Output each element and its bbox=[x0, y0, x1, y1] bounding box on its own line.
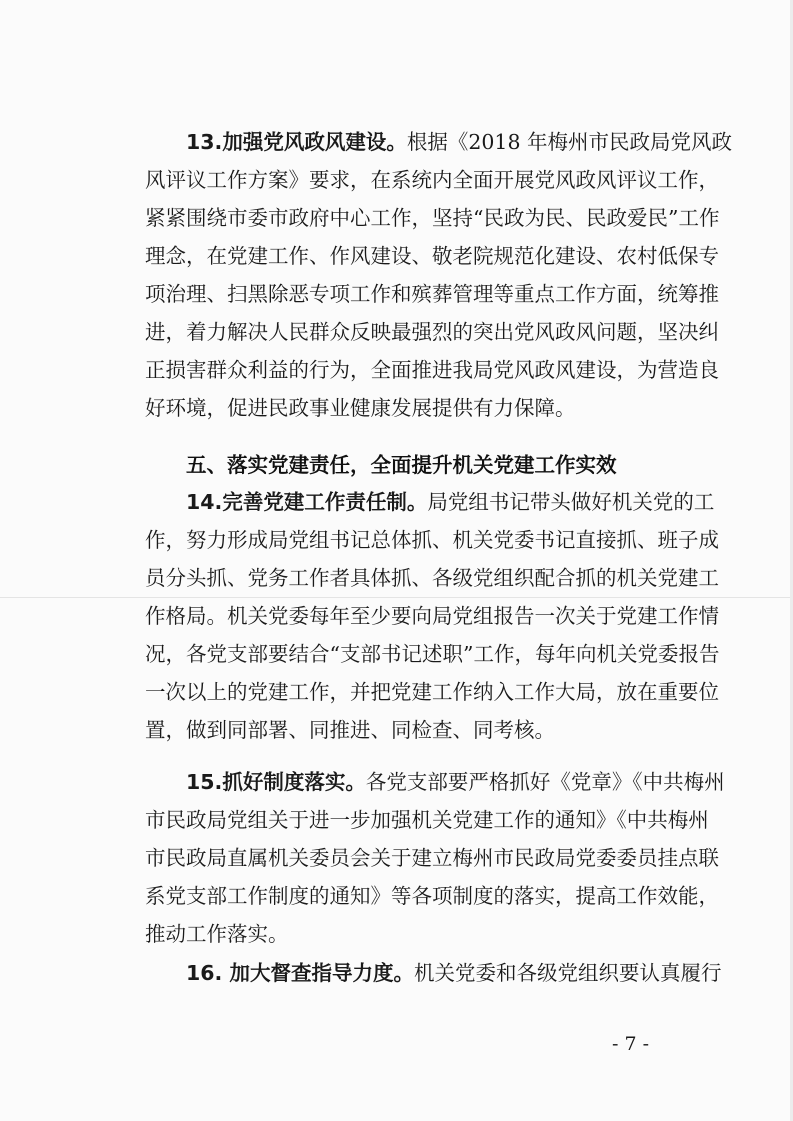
paragraph-13-line-6: 进，着力解决人民群众反映最强烈的突出党风政风问题，坚决纠 bbox=[145, 320, 719, 344]
section-15-text: 各党支部要严格抓好《党章》《中共梅州 bbox=[365, 770, 725, 794]
section-13-title: 13.加强党风政风建设。 bbox=[186, 130, 407, 154]
paragraph-15-line-3: 市民政局直属机关委员会关于建立梅州市民政局党委委员挂点联 bbox=[145, 846, 719, 870]
paragraph-13-line-5: 项治理、扫黑除恶专项工作和殡葬管理等重点工作方面，统筹推 bbox=[145, 282, 719, 306]
paragraph-15-line-1 bbox=[186, 767, 725, 797]
paragraph-14-line-1 bbox=[186, 487, 715, 517]
paragraph-14-line-2: 作，努力形成局党组书记总体抓、机关党委书记直接抓、班子成 bbox=[145, 528, 719, 552]
section-15-title: 15.抓好制度落实。 bbox=[186, 770, 366, 794]
paragraph-14-line-7: 置，做到同部署、同推进、同检查、同考核。 bbox=[145, 718, 555, 742]
paragraph-14-line-4: 作格局。机关党委每年至少要向局党组报告一次关于党建工作情 bbox=[145, 604, 719, 628]
section-16-text: 机关党委和各级党组织要认真履行 bbox=[413, 961, 722, 985]
section-14-title: 14.完善党建工作责任制。 bbox=[186, 490, 428, 514]
page-fold-line bbox=[0, 597, 793, 598]
section-13-text: 根据《2018 年梅州市民政局党风政 bbox=[406, 130, 733, 154]
paragraph-13-line-8: 好环境，促进民政事业健康发展提供有力保障。 bbox=[145, 396, 576, 420]
paragraph-14-line-3: 员分头抓、党务工作者具体抓、各级党组织配合抓的机关党建工 bbox=[145, 566, 719, 590]
paragraph-16-line-1 bbox=[186, 958, 722, 988]
paragraph-13-line-1 bbox=[186, 127, 733, 157]
paragraph-14-line-5: 况，各党支部要结合“支部书记述职”工作，每年向机关党委报告 bbox=[145, 642, 720, 666]
paragraph-13-line-2: 风评议工作方案》要求，在系统内全面开展党风政风评议工作， bbox=[145, 168, 719, 192]
paragraph-13-line-3: 紧紧围绕市委市政府中心工作，坚持“民政为民、民政爱民”工作 bbox=[145, 206, 720, 230]
page-number: - 7 - bbox=[612, 1033, 650, 1055]
paragraph-13-line-7: 正损害群众利益的行为，全面推进我局党风政风建设，为营造良 bbox=[145, 358, 719, 382]
paragraph-15-line-4: 系党支部工作制度的通知》等各项制度的落实，提高工作效能， bbox=[145, 884, 719, 908]
section-14-text: 局党组书记带头做好机关党的工 bbox=[427, 490, 715, 514]
section-16-title: 16. 加大督查指导力度。 bbox=[186, 961, 414, 985]
paragraph-14-line-6: 一次以上的党建工作，并把党建工作纳入工作大局，放在重要位 bbox=[145, 680, 719, 704]
section-5-heading: 五、落实党建责任，全面提升机关党建工作实效 bbox=[186, 453, 617, 477]
paragraph-15-line-5: 推动工作落实。 bbox=[145, 922, 289, 946]
paragraph-13-line-4: 理念，在党建工作、作风建设、敬老院规范化建设、农村低保专 bbox=[145, 244, 719, 268]
paragraph-15-line-2: 市民政局党组关于进一步加强机关党建工作的通知》《中共梅州 bbox=[145, 808, 709, 832]
